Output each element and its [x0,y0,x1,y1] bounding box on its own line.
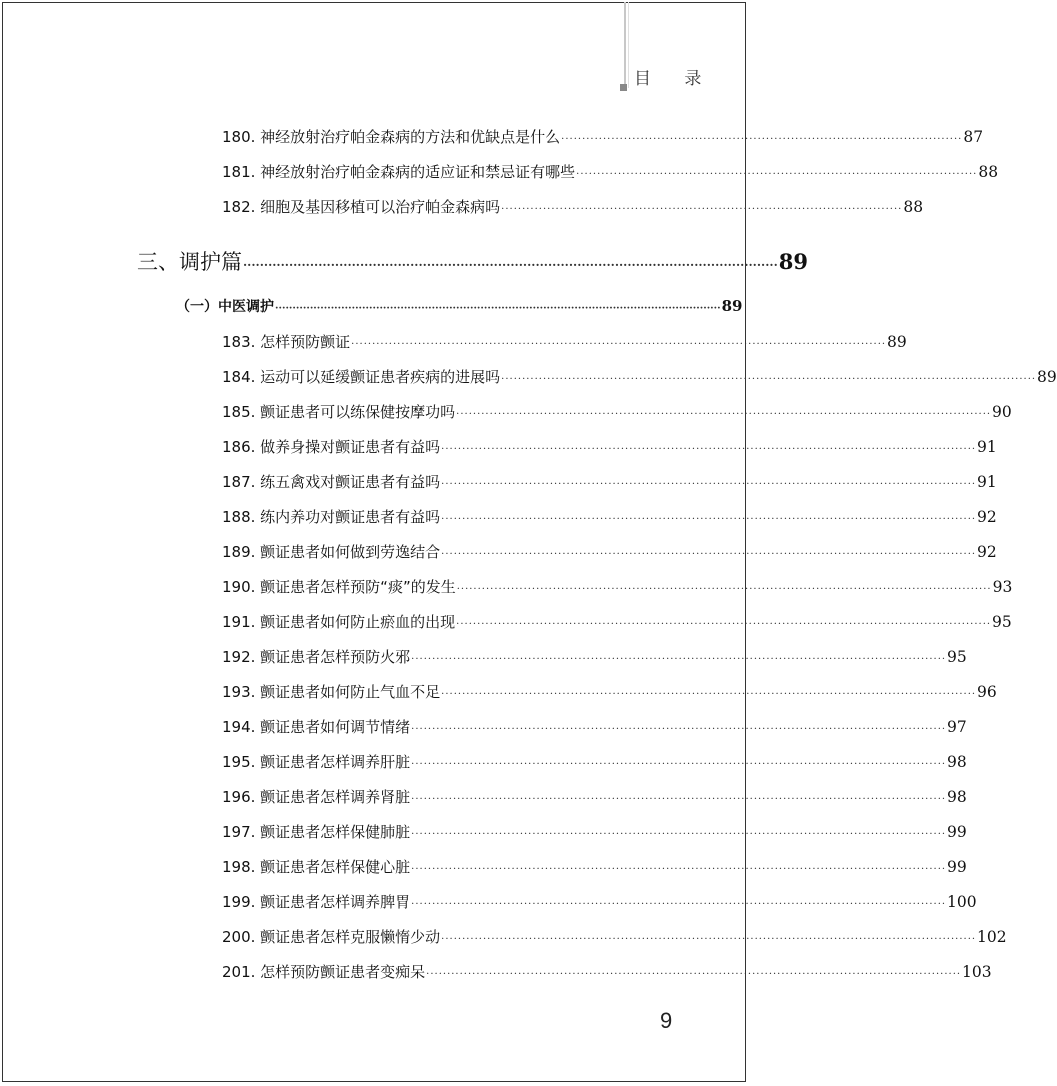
toc-entry[interactable] [222,471,997,493]
dot-leader: ································································································ [501,204,903,215]
toc-entry-page: 95 [992,613,1012,631]
toc-section-heading[interactable] [176,296,743,316]
dot-leader: ································································································································ [441,514,977,525]
toc-entry-label: 198. 颤证患者怎样保健心脏 [222,858,411,876]
dot-leader: ································································································································ [411,829,947,840]
toc-entry-label: 181. 神经放射治疗帕金森病的适应证和禁忌证有哪些 [222,163,576,181]
toc-entry[interactable] [222,646,967,668]
toc-section-page: 89 [721,297,743,315]
toc-entry-page: 103 [962,963,992,981]
toc-part-heading[interactable] [137,246,808,276]
toc-entry[interactable] [222,541,997,563]
toc-entry-label: 185. 颤证患者可以练保健按摩功吗 [222,403,456,421]
toc-entry-label: 190. 颤证患者怎样预防“痰”的发生 [222,578,456,596]
dot-leader: ································································································································ [501,374,1037,385]
toc-entry[interactable] [222,161,999,183]
toc-entry-page: 99 [947,823,967,841]
toc-entry-label: 184. 运动可以延缓颤证患者疾病的进展吗 [222,368,501,386]
toc-entry[interactable] [222,611,1012,633]
toc-entry-page: 93 [992,578,1013,596]
toc-entry-label: 191. 颤证患者如何防止瘀血的出现 [222,613,456,631]
dot-leader: ································································································································ [411,759,947,770]
dot-leader: ································································································································ [411,724,947,735]
toc-entry-page: 89 [1037,368,1057,386]
toc-entry-label: 200. 颤证患者怎样克服懒惰少动 [222,928,441,946]
toc-entry-page: 102 [977,928,1007,946]
toc-entry-page: 97 [947,718,967,736]
toc-entry-label: 182. 细胞及基因移植可以治疗帕金森病吗 [222,198,501,216]
toc-entry[interactable] [222,926,1007,948]
toc-entry-label: 197. 颤证患者怎样保健肺脏 [222,823,411,841]
toc-entry-label: 189. 颤证患者如何做到劳逸结合 [222,543,441,561]
toc-entry-page: 98 [947,788,967,806]
dot-leader: ································································································································ [411,654,947,665]
toc-entry-page: 92 [977,543,997,561]
toc-entry-page: 88 [978,163,999,181]
toc-entry-label: 180. 神经放射治疗帕金森病的方法和优缺点是什么 [222,128,561,146]
toc-entry-label: 199. 颤证患者怎样调养脾胃 [222,893,411,911]
toc-entry-label: 186. 做养身操对颤证患者有益吗 [222,438,441,456]
toc-entry-label: 192. 颤证患者怎样预防火邪 [222,648,411,666]
toc-entry-page: 100 [947,893,977,911]
toc-entry-page: 90 [992,403,1012,421]
toc-entry[interactable] [222,681,997,703]
dot-leader: ································································································································ [411,899,947,910]
toc-entry-label: 183. 怎样预防颤证 [222,333,351,351]
header-square-marker [620,84,627,91]
dot-leader: ································································································································ [456,619,992,630]
toc-part-page: 89 [778,249,808,274]
toc-entry[interactable] [222,196,924,218]
toc-entry[interactable] [222,961,992,983]
toc-entry-page: 87 [963,128,984,146]
running-header-title: 目 录 [634,69,716,89]
toc-entry[interactable] [222,751,967,773]
toc-entry[interactable] [222,576,1013,598]
toc-entry-label: 188. 练内养功对颤证患者有益吗 [222,508,441,526]
toc-entry-label: 194. 颤证患者如何调节情绪 [222,718,411,736]
dot-leader: ································································································ [576,169,978,180]
page-number: 9 [660,1008,673,1033]
dot-leader: ································································································································ [243,258,778,272]
dot-leader: ································································································································ [456,409,992,420]
toc-entry-page: 99 [947,858,967,876]
toc-entry[interactable] [222,786,967,808]
dot-leader: ································································································································ [275,303,721,314]
dot-leader: ································································································································ [441,479,977,490]
dot-leader: ································································································································ [441,934,977,945]
dot-leader: ································································································································ [426,969,962,980]
toc-entry[interactable] [222,506,997,528]
toc-entry[interactable] [222,891,977,913]
dot-leader: ································································································ [561,134,963,145]
toc-entry[interactable] [222,856,967,878]
header-rule-thin [628,2,629,88]
toc-entry-label: 196. 颤证患者怎样调养肾脏 [222,788,411,806]
toc-entry-label: 201. 怎样预防颤证患者变痴呆 [222,963,426,981]
dot-leader: ································································································································ [441,549,977,560]
toc-entry-label: 187. 练五禽戏对颤证患者有益吗 [222,473,441,491]
toc-entry[interactable] [222,366,1057,388]
toc-entry-page: 92 [977,508,997,526]
toc-section-label: （一）中医调护 [176,299,274,315]
toc-entry-page: 91 [977,473,997,491]
toc-entry-page: 88 [903,198,924,216]
toc-entry[interactable] [222,821,967,843]
toc-entry-page: 95 [947,648,967,666]
toc-entry[interactable] [222,126,984,148]
toc-part-label: 三、调护篇 [137,250,242,274]
toc-entry-page: 98 [947,753,967,771]
toc-entry-page: 91 [977,438,997,456]
toc-entry[interactable] [222,436,997,458]
toc-entry-label: 193. 颤证患者如何防止气血不足 [222,683,441,701]
dot-leader: ································································································································ [456,584,992,595]
dot-leader: ································································································································ [351,339,887,350]
toc-entry-page: 89 [887,333,907,351]
dot-leader: ································································································································ [411,794,947,805]
toc-entry[interactable] [222,716,967,738]
toc-entry[interactable] [222,331,907,353]
dot-leader: ································································································································ [441,689,977,700]
dot-leader: ································································································································ [411,864,947,875]
dot-leader: ································································································································ [441,444,977,455]
header-rule [624,2,626,88]
toc-entry[interactable] [222,401,1012,423]
toc-entry-page: 96 [977,683,997,701]
toc-entry-label: 195. 颤证患者怎样调养肝脏 [222,753,411,771]
